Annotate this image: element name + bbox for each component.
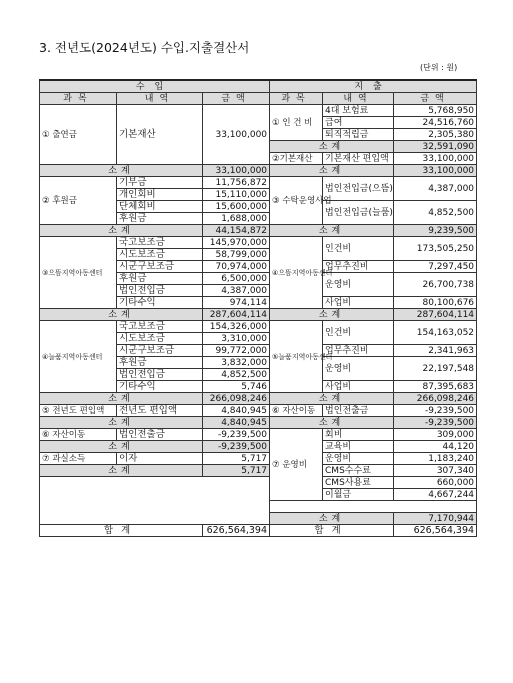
detail-cell: 후원금 — [117, 357, 203, 369]
amount-cell: 22,197,548 — [394, 357, 477, 381]
col-subject: 과목 — [40, 93, 117, 105]
subtotal-label: 소계 — [270, 225, 394, 237]
detail-cell: 4대 보험료 — [323, 105, 394, 117]
subtotal-label: 소계 — [40, 441, 203, 453]
detail-cell: 기타수익 — [117, 297, 203, 309]
subtotal-label: 소계 — [40, 309, 203, 321]
total-label: 합계 — [270, 525, 394, 537]
header-row-main — [40, 80, 477, 93]
detail-cell: 사업비 — [323, 297, 394, 309]
detail-cell: CMS수수료 — [323, 465, 394, 477]
amount-cell: 1,688,000 — [203, 213, 270, 225]
category-cell: ⑥ 자산이동 — [270, 405, 323, 417]
detail-cell: 개인회비 — [117, 189, 203, 201]
subtotal-amount: 44,154,872 — [203, 225, 270, 237]
amount-cell: 154,326,000 — [203, 321, 270, 333]
subtotal-row — [40, 393, 477, 405]
amount-cell: 87,395,683 — [394, 381, 477, 393]
detail-cell: 업무추진비 — [323, 261, 394, 273]
table-row — [40, 453, 477, 465]
table-row — [40, 105, 477, 117]
subtotal-amount: 287,604,114 — [394, 309, 477, 321]
detail-cell: 시도보조금 — [117, 249, 203, 261]
total-amount: 626,564,394 — [203, 525, 270, 537]
subtotal-amount: 33,100,000 — [203, 165, 270, 177]
page-title: 3. 전년도(2024년도) 수입.지출결산서 — [39, 40, 250, 55]
detail-cell: 기본재산 편입액 — [323, 153, 394, 165]
category-cell: ⑤늘품지역아동센터 — [270, 321, 323, 393]
amount-cell: 80,100,676 — [394, 297, 477, 309]
subtotal-amount: 4,840,945 — [203, 417, 270, 429]
subtotal-label: 소계 — [270, 141, 394, 153]
col-amount: 금액 — [394, 93, 477, 105]
amount-cell: 2,341,963 — [394, 345, 477, 357]
detail-cell: 후원금 — [117, 213, 203, 225]
table-row — [40, 465, 477, 477]
empty-cell — [270, 501, 477, 513]
table-row — [40, 477, 477, 489]
subtotal-label: 소계 — [40, 417, 203, 429]
col-amount: 금액 — [203, 93, 270, 105]
amount-cell: -9,239,500 — [203, 429, 270, 441]
amount-cell: 24,516,760 — [394, 117, 477, 129]
detail-cell: 전년도 편입액 — [117, 405, 203, 417]
table-row — [40, 441, 477, 453]
subtotal-label: 소계 — [270, 165, 394, 177]
amount-cell: 7,297,450 — [394, 261, 477, 273]
amount-cell: 4,852,500 — [394, 201, 477, 225]
amount-cell: 974,114 — [203, 297, 270, 309]
subtotal-label: 소계 — [40, 393, 203, 405]
detail-cell: 인건비 — [323, 321, 394, 345]
subtotal-amount: 5,717 — [203, 465, 270, 477]
detail-cell: 법인전입금 — [117, 285, 203, 297]
col-detail: 내역 — [323, 93, 394, 105]
amount-cell: 58,799,000 — [203, 249, 270, 261]
subtotal-row — [40, 165, 477, 177]
amount-cell: -9,239,500 — [394, 405, 477, 417]
amount-cell: 4,667,244 — [394, 489, 477, 501]
category-cell: ⑦ 운영비 — [270, 429, 323, 501]
detail-cell: 시군구보조금 — [117, 261, 203, 273]
detail-cell: 퇴직적립금 — [323, 129, 394, 141]
unit-label: (단위 : 원) — [420, 63, 458, 72]
detail-cell: 기본재산 — [117, 105, 203, 165]
amount-cell: 5,768,950 — [394, 105, 477, 117]
detail-cell: 법인전입금(늘품) — [323, 201, 394, 225]
amount-cell: 70,974,000 — [203, 261, 270, 273]
amount-cell: 26,700,738 — [394, 273, 477, 297]
amount-cell: 5,717 — [203, 453, 270, 465]
subtotal-label: 소계 — [40, 165, 203, 177]
subtotal-row — [40, 417, 477, 429]
subtotal-label: 소계 — [40, 225, 203, 237]
empty-cell — [40, 477, 270, 525]
detail-cell: 업무추진비 — [323, 345, 394, 357]
category-cell: ③으뜸지역아동센터 — [40, 237, 117, 309]
header-row-columns — [40, 93, 477, 105]
detail-cell: 국고보조금 — [117, 321, 203, 333]
amount-cell: 4,840,945 — [203, 405, 270, 417]
subtotal-amount: -9,239,500 — [394, 417, 477, 429]
income-header: 수입 — [40, 80, 270, 93]
detail-cell: 시군구보조금 — [117, 345, 203, 357]
amount-cell: 145,970,000 — [203, 237, 270, 249]
detail-cell: 시도보조금 — [117, 333, 203, 345]
detail-cell: 운영비 — [323, 357, 394, 381]
detail-cell: 법인전입금 — [117, 369, 203, 381]
detail-cell: 사업비 — [323, 381, 394, 393]
settlement-table — [39, 79, 477, 537]
table-row — [40, 321, 477, 333]
subtotal-label: 소계 — [270, 309, 394, 321]
amount-cell: 15,110,000 — [203, 189, 270, 201]
category-cell: ⑥ 자산이동 — [40, 429, 117, 441]
detail-cell: 기타수익 — [117, 381, 203, 393]
detail-cell: 법인전입금(으뜸) — [323, 177, 394, 201]
detail-cell: 법인전출금 — [323, 405, 394, 417]
detail-cell: 운영비 — [323, 273, 394, 297]
col-detail: 내역 — [117, 93, 203, 105]
total-amount: 626,564,394 — [394, 525, 477, 537]
amount-cell: 15,600,000 — [203, 201, 270, 213]
category-cell: ④으뜸지역아동센터 — [270, 237, 323, 309]
amount-cell: 1,183,240 — [394, 453, 477, 465]
amount-cell: 4,852,500 — [203, 369, 270, 381]
subtotal-label: 소계 — [40, 465, 203, 477]
detail-cell: 인건비 — [323, 237, 394, 261]
table-row — [40, 429, 477, 441]
subtotal-amount: 33,100,000 — [394, 165, 477, 177]
amount-cell: 33,100,000 — [203, 105, 270, 165]
col-subject: 과목 — [270, 93, 323, 105]
category-cell: ② 후원금 — [40, 177, 117, 225]
subtotal-row — [40, 225, 477, 237]
detail-cell: 이월금 — [323, 489, 394, 501]
amount-cell: 5,746 — [203, 381, 270, 393]
detail-cell: 회비 — [323, 429, 394, 441]
category-cell: ① 인 건 비 — [270, 105, 323, 141]
total-row — [40, 525, 477, 537]
detail-cell: 단체회비 — [117, 201, 203, 213]
amount-cell: 2,305,380 — [394, 129, 477, 141]
amount-cell: 309,000 — [394, 429, 477, 441]
category-cell: ③ 수탁운영사업 — [270, 177, 323, 225]
subtotal-amount: 9,239,500 — [394, 225, 477, 237]
amount-cell: 99,772,000 — [203, 345, 270, 357]
subtotal-row — [40, 309, 477, 321]
amount-cell: 6,500,000 — [203, 273, 270, 285]
category-cell: ②기본재산 — [270, 153, 323, 165]
subtotal-amount: 266,098,246 — [394, 393, 477, 405]
subtotal-amount: -9,239,500 — [203, 441, 270, 453]
detail-cell: 급여 — [323, 117, 394, 129]
amount-cell: 33,100,000 — [394, 153, 477, 165]
subtotal-amount: 7,170,944 — [394, 513, 477, 525]
total-label: 합계 — [40, 525, 203, 537]
amount-cell: 154,163,052 — [394, 321, 477, 345]
subtotal-label: 소계 — [270, 417, 394, 429]
amount-cell: 307,340 — [394, 465, 477, 477]
detail-cell: CMS사용료 — [323, 477, 394, 489]
table-row — [40, 177, 477, 189]
subtotal-amount: 266,098,246 — [203, 393, 270, 405]
detail-cell: 기부금 — [117, 177, 203, 189]
detail-cell: 국고보조금 — [117, 237, 203, 249]
table-row — [40, 237, 477, 249]
detail-cell: 후원금 — [117, 273, 203, 285]
amount-cell: 4,387,000 — [203, 285, 270, 297]
subtotal-label: 소계 — [270, 393, 394, 405]
amount-cell: 11,756,872 — [203, 177, 270, 189]
category-cell: ⑦ 과실소득 — [40, 453, 117, 465]
amount-cell: 173,505,250 — [394, 237, 477, 261]
amount-cell: 3,832,000 — [203, 357, 270, 369]
detail-cell: 운영비 — [323, 453, 394, 465]
category-cell: ⑤ 전년도 편입액 — [40, 405, 117, 417]
subtotal-amount: 287,604,114 — [203, 309, 270, 321]
subtotal-amount: 32,591,090 — [394, 141, 477, 153]
detail-cell: 교육비 — [323, 441, 394, 453]
amount-cell: 660,000 — [394, 477, 477, 489]
subtotal-label: 소계 — [270, 513, 394, 525]
amount-cell: 4,387,000 — [394, 177, 477, 201]
table-row — [40, 405, 477, 417]
detail-cell: 이자 — [117, 453, 203, 465]
detail-cell: 법인전출금 — [117, 429, 203, 441]
amount-cell: 44,120 — [394, 441, 477, 453]
expense-header: 지출 — [270, 80, 477, 93]
amount-cell: 3,310,000 — [203, 333, 270, 345]
category-cell: ① 출연금 — [40, 105, 117, 165]
category-cell: ④늘품지역아동센터 — [40, 321, 117, 393]
